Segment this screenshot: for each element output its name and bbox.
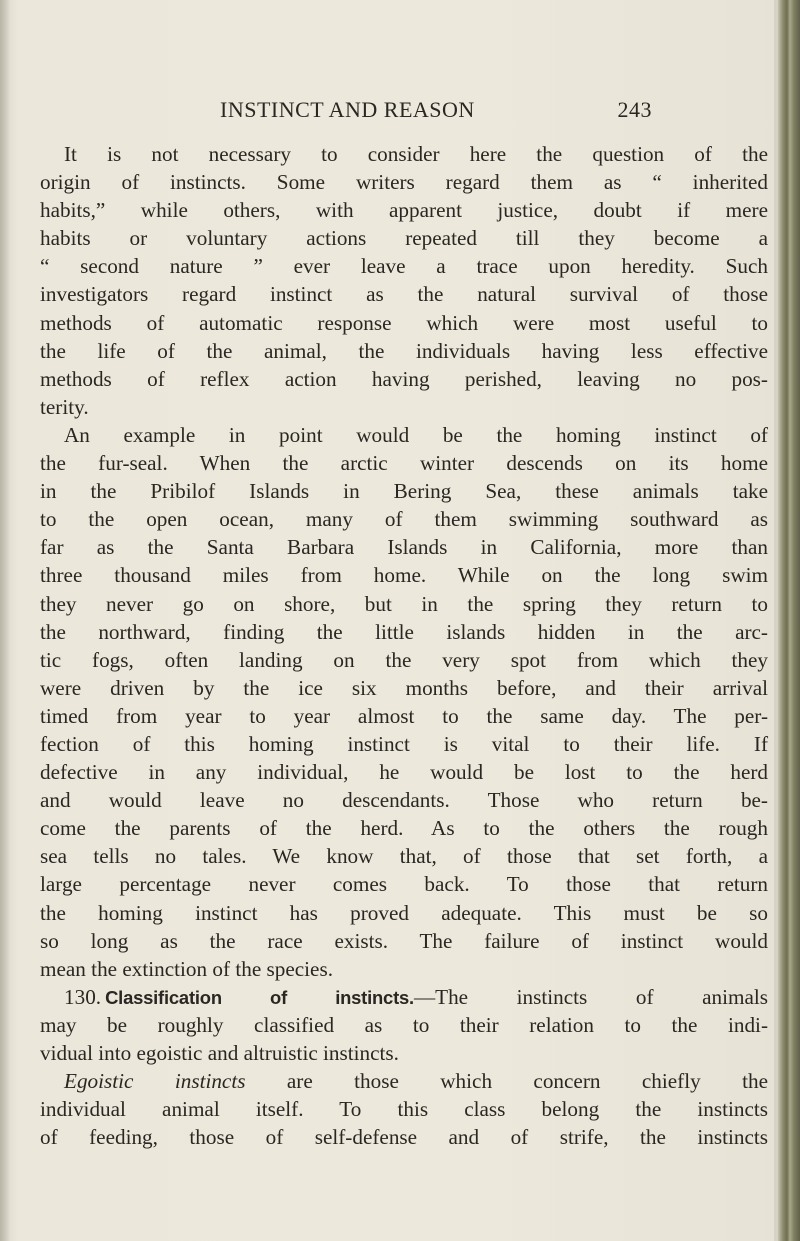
egoistic-line xyxy=(40,1067,768,1095)
body-text xyxy=(40,140,768,1151)
text-line: vidual into egoistic and altruistic instincts. xyxy=(40,1041,399,1065)
text-line: they never go on shore, but in the spring they return to xyxy=(40,591,768,616)
text-line: It is not necessary to consider here the question of the xyxy=(64,142,768,166)
egoistic-line-text: are those which concern chiefly the xyxy=(245,1069,768,1094)
text-line: habits or voluntary actions repeated till they become a xyxy=(40,226,768,251)
egoistic-term: Egoistic instincts xyxy=(64,1069,246,1094)
text-line: the homing instinct has proved adequate. This must be so xyxy=(40,900,768,925)
text-line: so long as the race exists. The failure of instinct would xyxy=(40,928,768,953)
text-line: three thousand miles from home. While on the long swim xyxy=(40,563,768,588)
text-line: habits,” while others, with apparent justice, doubt if mere xyxy=(40,198,768,223)
text-line: of feeding, those of self-defense and of strife, the instincts xyxy=(40,1125,768,1150)
text-line: fection of this homing instinct is vital to their life. If xyxy=(40,731,768,756)
text-line: the northward, finding the little islands hidden in the arc- xyxy=(40,619,768,644)
text-line: large percentage never comes back. To those that return xyxy=(40,872,768,897)
text-line: tic fogs, often landing on the very spot from which they xyxy=(40,647,768,672)
text-line: sea tells no tales. We know that, of those that set forth, a xyxy=(40,844,768,869)
text-line: may be roughly classified as to their relation to the indi- xyxy=(40,1012,768,1037)
book-binding-edge xyxy=(778,0,800,1241)
text-line: investigators regard instinct as the natural survival of those xyxy=(40,282,768,307)
text-line: and would leave no descendants. Those who return be- xyxy=(40,788,768,813)
page-edge-shadow xyxy=(0,0,10,1241)
section-line-text: —The instincts of animals xyxy=(413,984,768,1009)
text-line: An example in point would be the homing instinct of xyxy=(64,422,768,447)
running-head xyxy=(220,97,660,127)
text-line: far as the Santa Barbara Islands in California, more than xyxy=(40,535,768,560)
section-number: 130. xyxy=(64,984,102,1009)
text-line: timed from year to year almost to the same day. The per- xyxy=(40,703,768,728)
text-line: individual animal itself. To this class belong the instincts xyxy=(40,1097,768,1122)
running-title: INSTINCT AND REASON xyxy=(220,97,475,122)
text-line: mean the extinction of the species. xyxy=(40,956,333,981)
section-title: Classification of instincts. xyxy=(105,986,414,1008)
text-line: were driven by the ice six months before, and their arrival xyxy=(40,675,768,700)
text-line: come the parents of the herd. As to the others the rough xyxy=(40,816,768,841)
text-line: terity. xyxy=(40,394,89,419)
text-line: to the open ocean, many of them swimming southward as xyxy=(40,507,768,532)
text-line: defective in any individual, he would be lost to the herd xyxy=(40,760,768,785)
section-heading-line xyxy=(40,983,768,1011)
text-line: origin of instincts. Some writers regard them as “ inherited xyxy=(40,170,768,195)
text-line: methods of reflex action having perished, leaving no pos- xyxy=(40,366,768,391)
text-line: methods of automatic response which were most useful to xyxy=(40,310,768,335)
text-line: in the Pribilof Islands in Bering Sea, these animals take xyxy=(40,479,768,504)
text-line: the fur-seal. When the arctic winter descends on its home xyxy=(40,451,768,476)
page-number: 243 xyxy=(617,97,652,122)
text-line: the life of the animal, the individuals having less effective xyxy=(40,338,768,363)
text-line: “ second nature ” ever leave a trace upon heredity. Such xyxy=(40,254,768,279)
